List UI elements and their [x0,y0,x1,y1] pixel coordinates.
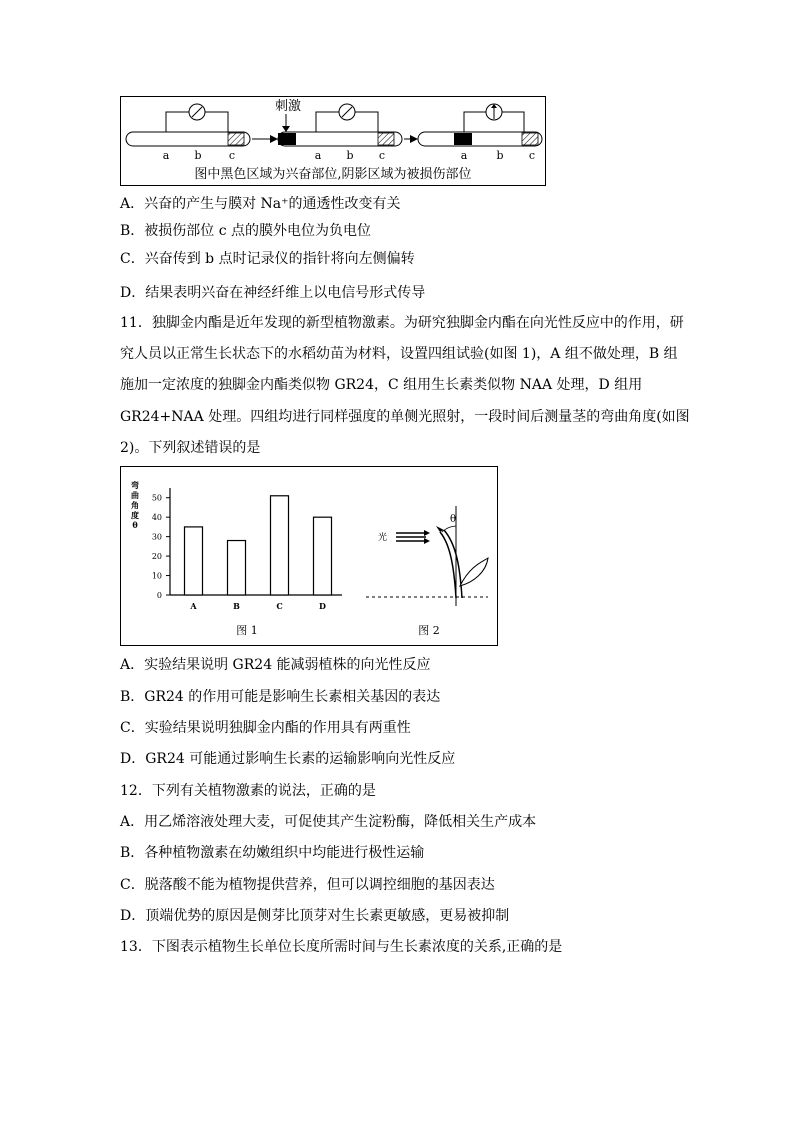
fiber1-label-b: b [194,149,202,162]
fiber3-label-c: c [528,149,536,162]
y-tick-label-30: 30 [151,532,162,542]
y-axis-label-char: 弯 [131,480,139,490]
q12-option-d: D．顶端优势的原因是侧芽比顶芽对生长素更敏感，更易被抑制 [120,908,510,924]
y-tick-label-0: 0 [156,591,162,600]
q11-stem-line-4: GR24+NAA 处理。四组均进行同样强度的单侧光照射，一段时间后测量茎的弯曲角度(如图 [120,409,690,425]
q11-option-a: A．实验结果说明 GR24 能减弱植株的向光性反应 [120,657,431,673]
bar-C [271,496,289,595]
x-tick-label-D: D [319,601,326,611]
q11-stem-line-3: 施加一定浓度的独脚金内酯类似物 GR24，C 组用生长素类似物 NAA 处理，D 组用 [120,377,643,393]
y-axis-label-char: 角 [131,500,139,510]
y-tick-label-20: 20 [151,552,162,562]
bar-chart-and-plant-figure [120,466,498,646]
x-tick-label-A: A [190,601,197,611]
figure2-caption: 图 2 [418,624,440,637]
angle-label: θ [450,514,457,525]
y-axis-label-char: θ [132,520,138,530]
nerve-figure-caption: 图中黑色区域为兴奋部位,阴影区域为被损伤部位 [194,167,472,182]
figure1-caption: 图 1 [236,624,258,637]
q11-stem-line-5: 2)。下列叙述错误的是 [120,440,261,456]
q11-option-d: D．GR24 可能通过影响生长素的运输影响向光性反应 [120,751,456,767]
bar-A [185,527,203,595]
fiber1-label-c: c [228,149,236,162]
q11-stem-line-2: 究人员以正常生长状态下的水稻幼苗为材料，设置四组试验(如图 1)，A 组不做处理，B 组 [120,346,678,362]
y-tick-label-50: 50 [151,493,162,503]
fiber2-label-b: b [346,149,354,162]
stimulus-label: 刺激 [274,99,302,114]
q12-stem: 12．下列有关植物激素的说法，正确的是 [120,783,376,799]
y-axis-label-char: 度 [131,510,139,520]
q11-stem-line-1: 11．独脚金内酯是近年发现的新型植物激素。为研究独脚金内酯在向光性反应中的作用，研 [120,315,684,331]
q13-stem: 13．下图表示植物生长单位长度所需时间与生长素浓度的关系,正确的是 [120,939,563,955]
q11-option-b: B．GR24 的作用可能是影响生长素相关基因的表达 [120,689,441,705]
y-axis-label-char: 曲 [131,490,139,500]
fiber2-label-c: c [378,149,386,162]
x-tick-label-B: B [233,601,240,611]
fiber2-label-a: a [314,149,322,162]
q11-option-c: C．实验结果说明独脚金内酯的作用具有两重性 [120,720,411,736]
bar-D [314,517,332,595]
bar-B [228,541,246,595]
q10-option-d: D．结果表明兴奋在神经纤维上以电信号形式传导 [120,285,426,301]
fiber3-label-b: b [496,149,504,162]
y-tick-label-10: 10 [151,571,162,581]
q10-option-b: B．被损伤部位 c 点的膜外电位为负电位 [120,223,372,239]
y-tick-label-40: 40 [151,513,162,523]
x-tick-label-C: C [276,601,283,611]
q12-option-a: A．用乙烯溶液处理大麦，可促使其产生淀粉酶，降低相关生产成本 [120,814,537,830]
fiber1-label-a: a [162,149,170,162]
q10-option-a: A．兴奋的产生与膜对 Na⁺的通透性改变有关 [120,196,401,212]
light-label: 光 [378,533,388,543]
q12-option-b: B．各种植物激素在幼嫩组织中均能进行极性运输 [120,845,425,861]
fiber3-label-a: a [460,149,468,162]
nerve-fiber-figure [120,96,546,186]
q10-option-c: C．兴奋传到 b 点时记录仪的指针将向左侧偏转 [120,251,415,267]
q12-option-c: C．脱落酸不能为植物提供营养，但可以调控细胞的基因表达 [120,877,495,893]
